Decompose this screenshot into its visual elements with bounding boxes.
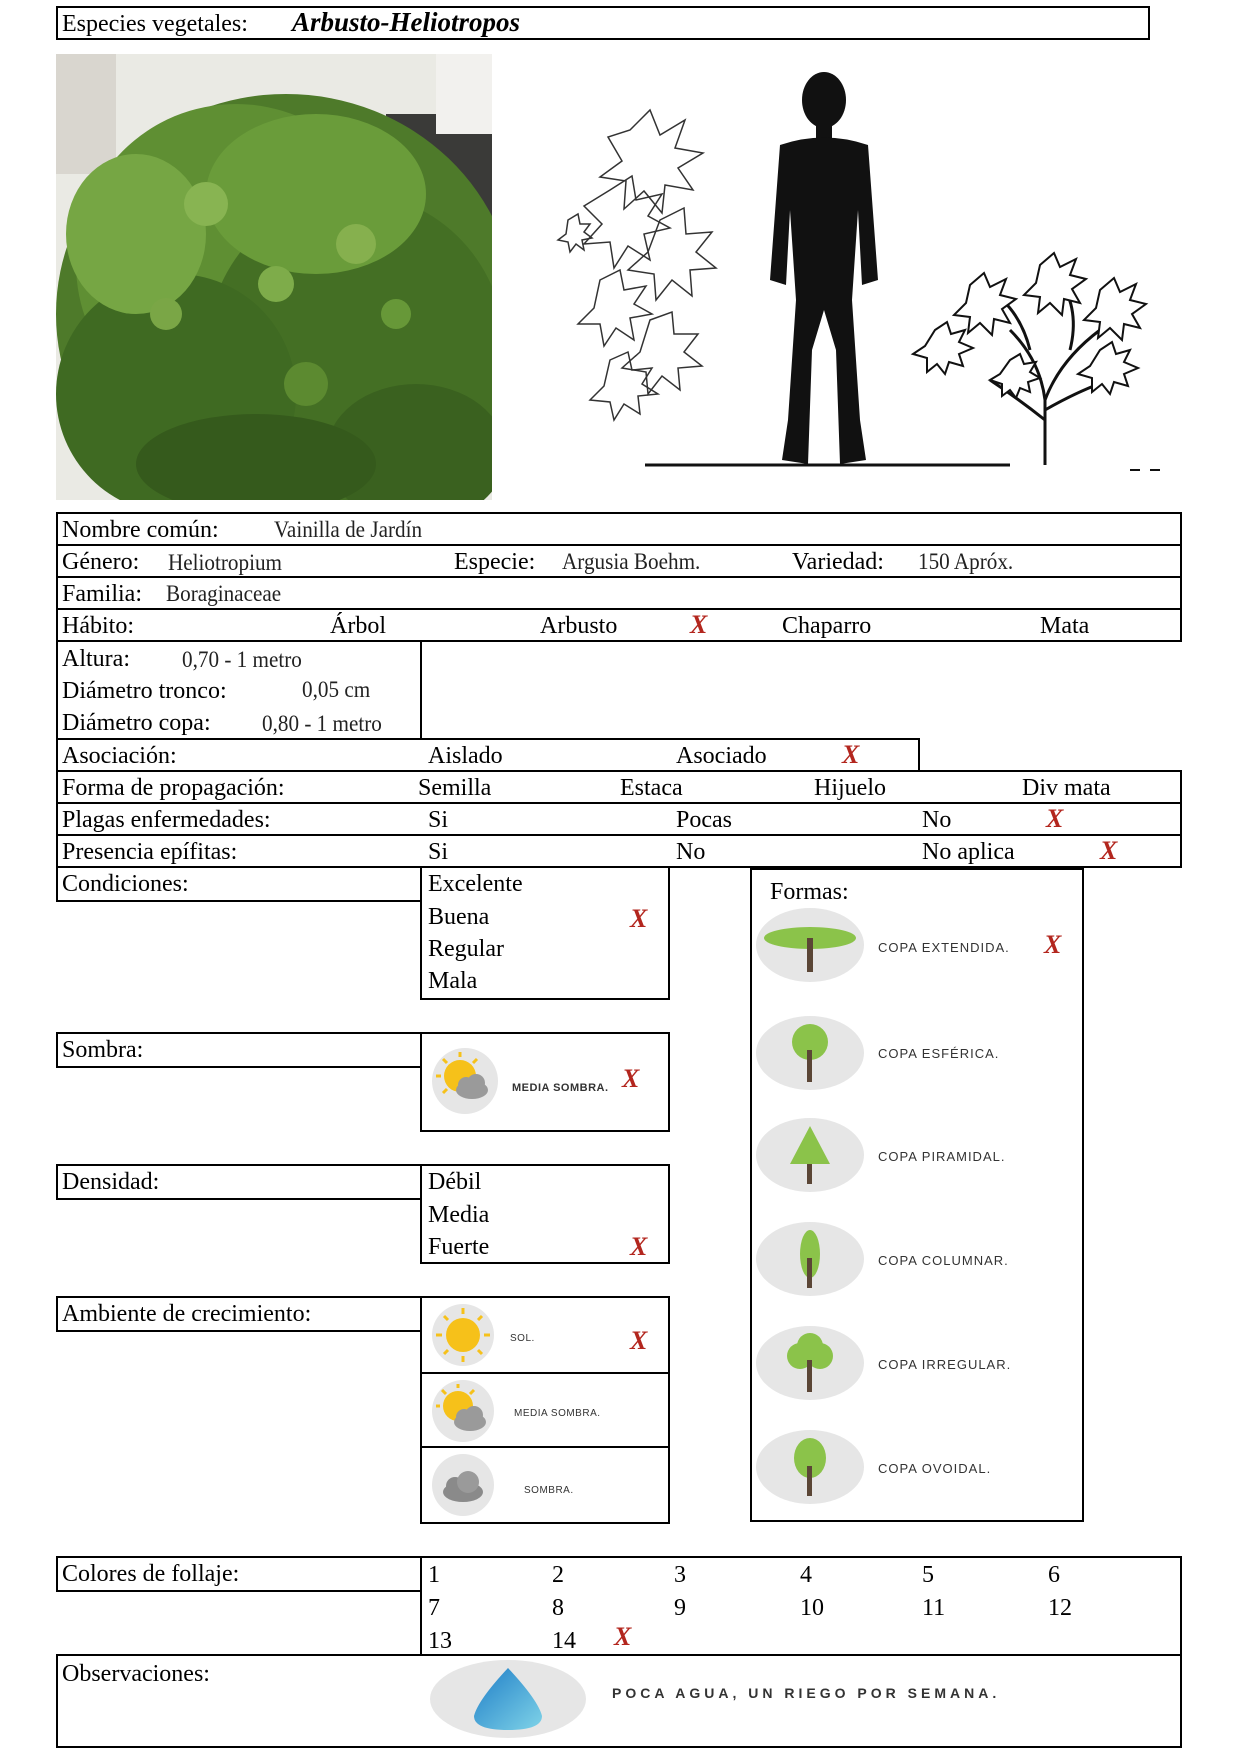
sombra-media-sombra-mark: X [622, 1064, 640, 1093]
altura-value: 0,70 - 1 metro [182, 647, 302, 672]
diametro-copa-value: 0,80 - 1 metro [262, 711, 382, 736]
ambiente-option-sombra: SOMBRA. [524, 1485, 574, 1496]
nombre-comun-value: Vainilla de Jardín [274, 517, 423, 542]
variedad-value: 150 Apróx. [918, 549, 1014, 574]
epifitas-option-no: No [676, 839, 706, 865]
familia-label: Familia: [62, 581, 142, 607]
copa-piramidal-icon [756, 1118, 864, 1192]
sol-icon [432, 1304, 494, 1366]
plagas-label: Plagas enfermedades: [62, 807, 271, 833]
asociacion-option-aislado: Aislado [428, 743, 503, 769]
color-9: 9 [674, 1595, 686, 1621]
variedad-label: Variedad: [792, 549, 884, 575]
familia-value: Boraginaceae [166, 581, 282, 606]
formas-label: Formas: [770, 879, 849, 905]
color-8: 8 [552, 1595, 564, 1621]
diametro-copa-label: Diámetro copa: [62, 710, 211, 736]
color-12: 12 [1048, 1595, 1072, 1621]
ambiente-sol-mark: X [630, 1326, 648, 1355]
habito-option-arbol: Árbol [330, 613, 386, 639]
observaciones-box [56, 1654, 1182, 1748]
condiciones-option-buena: Buena [428, 904, 490, 930]
color-11: 11 [922, 1595, 946, 1621]
color-2: 2 [552, 1562, 564, 1588]
especie-label: Especie: [454, 549, 536, 575]
plagas-option-si: Si [428, 807, 449, 833]
copa-columnar-icon [756, 1222, 864, 1296]
page-title: Arbusto-Heliotropos [292, 7, 521, 37]
asociacion-label: Asociación: [62, 743, 177, 769]
color-13: 13 [428, 1628, 452, 1654]
forma-copa-ovoidal: COPA OVOIDAL. [878, 1461, 992, 1476]
sombra-cloud-icon [432, 1454, 494, 1516]
propagacion-option-semilla: Semilla [418, 775, 492, 801]
asociacion-asociado-mark: X [842, 740, 860, 769]
densidad-fuerte-mark: X [630, 1232, 648, 1261]
color-14: 14 [552, 1628, 576, 1654]
media-sombra-icon [432, 1380, 494, 1442]
copa-esferica-icon [756, 1016, 864, 1090]
habito-option-mata: Mata [1040, 613, 1090, 639]
sombra-label: Sombra: [62, 1037, 144, 1063]
epifitas-label: Presencia epífitas: [62, 839, 238, 865]
sombra-option-label: MEDIA SOMBRA. [512, 1082, 609, 1094]
diametro-tronco-label: Diámetro tronco: [62, 678, 227, 704]
epifitas-option-no-aplica: No aplica [922, 839, 1015, 865]
condiciones-option-regular: Regular [428, 936, 504, 962]
forma-copa-extendida: COPA EXTENDIDA. [878, 940, 1010, 955]
propagacion-option-hijuelo: Hijuelo [814, 775, 886, 801]
ambiente-option-media-sombra: MEDIA SOMBRA. [514, 1408, 601, 1419]
epifitas-no-aplica-mark: X [1100, 836, 1118, 865]
condiciones-option-excelente: Excelente [428, 871, 523, 897]
genero-label: Género: [62, 549, 140, 575]
header-prefix: Especies vegetales: [62, 11, 248, 37]
diametro-tronco-value: 0,05 cm [302, 677, 371, 702]
habito-arbusto-mark: X [690, 610, 708, 639]
condiciones-option-mala: Mala [428, 968, 478, 994]
nombre-comun-label: Nombre común: [62, 517, 219, 543]
color-4: 4 [800, 1562, 812, 1588]
copa-extendida-icon [756, 908, 864, 982]
ambiente-label: Ambiente de crecimiento: [62, 1301, 312, 1327]
condiciones-buena-mark: X [630, 904, 648, 933]
color-3: 3 [674, 1562, 686, 1588]
observaciones-text: POCA AGUA, UN RIEGO POR SEMANA. [612, 1685, 1001, 1701]
row-nombre-comun [56, 512, 1182, 546]
plagas-option-no: No [922, 807, 952, 833]
color-14-mark: X [614, 1622, 632, 1651]
habito-option-chaparro: Chaparro [782, 613, 872, 639]
densidad-option-media: Media [428, 1202, 490, 1228]
forma-copa-columnar: COPA COLUMNAR. [878, 1253, 1009, 1268]
ambiente-option-sol: SOL. [510, 1333, 535, 1344]
forma-copa-irregular: COPA IRREGULAR. [878, 1357, 1012, 1372]
water-drop-icon [430, 1660, 586, 1738]
habito-option-arbusto: Arbusto [540, 613, 618, 639]
color-6: 6 [1048, 1562, 1060, 1588]
condiciones-label: Condiciones: [62, 871, 189, 897]
habito-label: Hábito: [62, 613, 134, 639]
color-1: 1 [428, 1562, 440, 1588]
color-7: 7 [428, 1595, 440, 1621]
color-10: 10 [800, 1595, 824, 1621]
densidad-option-fuerte: Fuerte [428, 1234, 490, 1260]
shrub-photo [56, 54, 492, 500]
forma-copa-piramidal: COPA PIRAMIDAL. [878, 1149, 1006, 1164]
forma-copa-extendida-mark: X [1044, 930, 1062, 959]
plagas-option-pocas: Pocas [676, 807, 732, 833]
densidad-label: Densidad: [62, 1169, 160, 1195]
especie-value: Argusia Boehm. [562, 549, 701, 574]
plagas-no-mark: X [1046, 804, 1064, 833]
propagacion-option-div-mata: Div mata [1022, 775, 1111, 801]
forma-copa-esferica: COPA ESFÉRICA. [878, 1046, 1000, 1061]
colores-label: Colores de follaje: [62, 1561, 240, 1587]
row-habito [56, 608, 1182, 642]
sombra-media-sombra-icon [432, 1048, 498, 1114]
densidad-option-debil: Débil [428, 1169, 482, 1195]
propagacion-option-estaca: Estaca [620, 775, 683, 801]
propagacion-label: Forma de propagación: [62, 775, 285, 801]
copa-irregular-icon [756, 1326, 864, 1400]
asociacion-option-asociado: Asociado [676, 743, 767, 769]
genero-value: Heliotropium [168, 550, 283, 575]
observaciones-label: Observaciones: [62, 1661, 210, 1687]
color-5: 5 [922, 1562, 934, 1588]
epifitas-option-si: Si [428, 839, 449, 865]
altura-label: Altura: [62, 646, 130, 672]
copa-ovoidal-icon [756, 1430, 864, 1504]
scale-illustration [540, 60, 1180, 480]
